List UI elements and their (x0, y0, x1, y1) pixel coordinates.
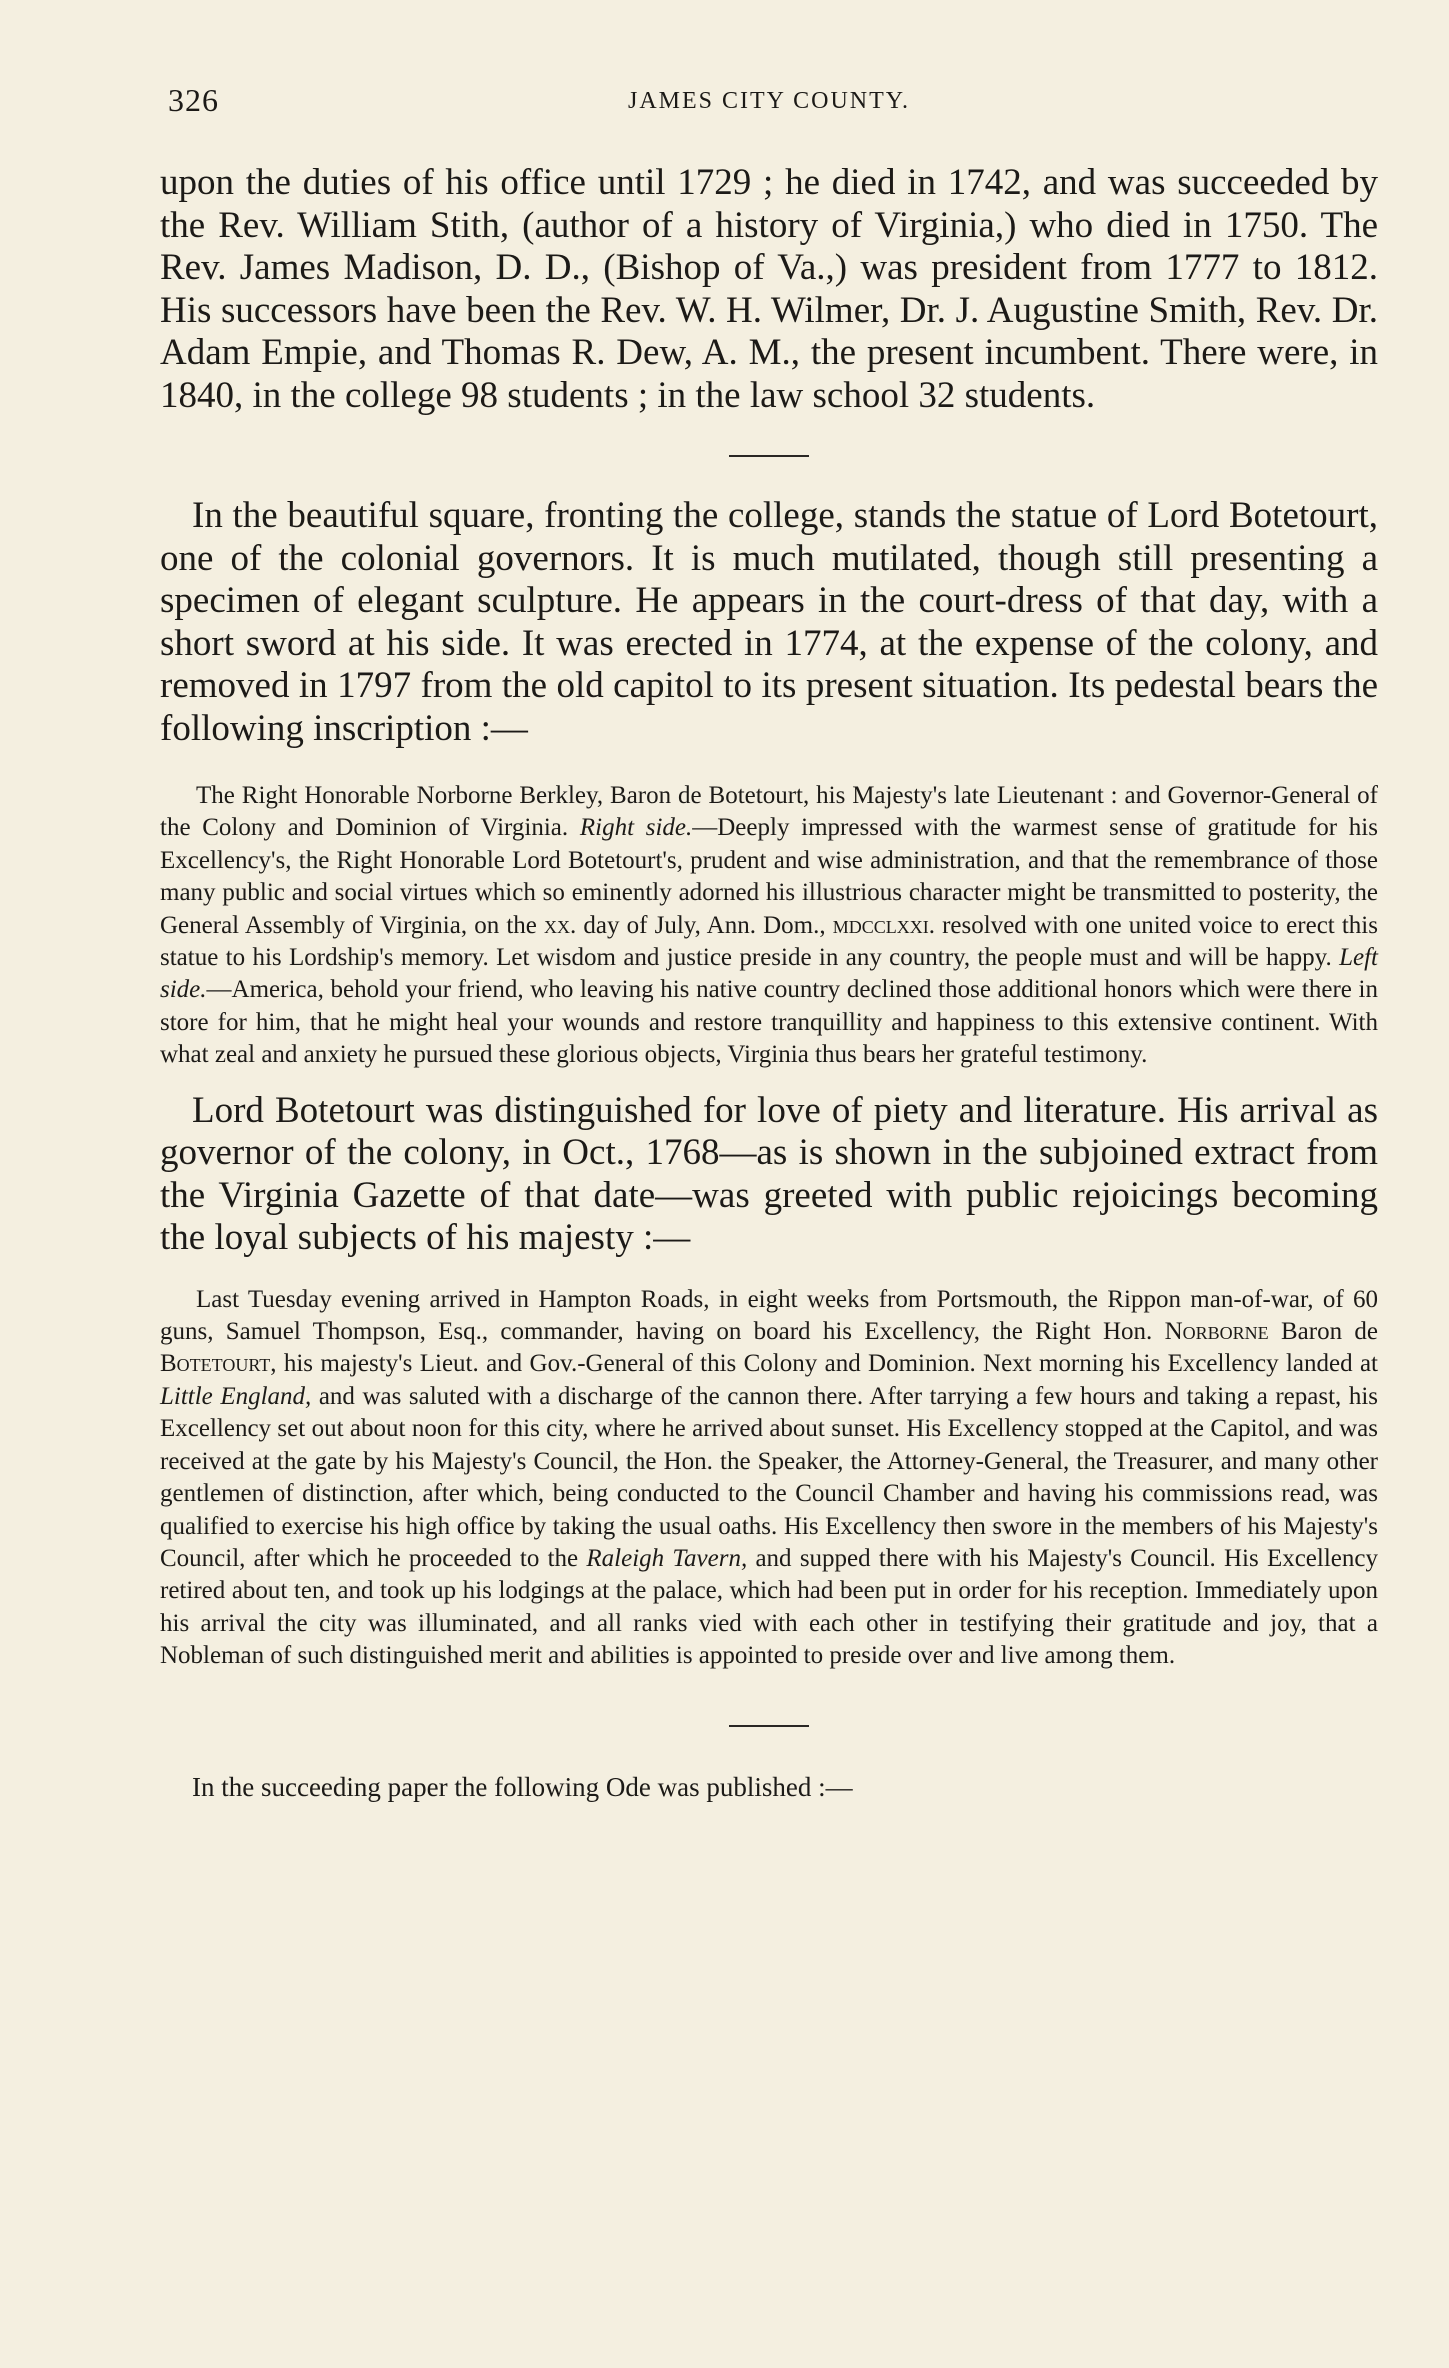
section-divider (729, 455, 809, 457)
inscription-right-side-label: Right side. (579, 814, 693, 842)
gazette-text-3: , his majesty's Lieut. and Gov.-General of this Colony and Dominion. Next morning his Excellency landed at (270, 1350, 1378, 1378)
running-title: JAMES CITY COUNTY. (627, 88, 911, 114)
inscription-day: xx. (544, 911, 577, 939)
inscription-right-side: —Deeply impressed with the warmest sense of gratitude for his Excellency's, the Right Honorable Lord Botetourt's, prudent and wise administration, and that the remembrance of those many public and social virtues which so eminently adorned his illustrious character might be transmitted to posterity, the General Assembly of Virginia, on the (160, 814, 1378, 939)
gazette-extract (160, 1284, 1378, 1673)
section-divider (729, 1725, 809, 1727)
paragraph-botetourt-statue: In the beautiful square, fronting the college, stands the statue of Lord Botetourt, one of the colonial governors. It is much mutilated, though still presenting a specimen of elegant sculpture. He appears in the court-dress of that day, with a short sword at his side. It was erected in 1774, at the expense of the colony, and removed in 1797 from the old capitol to its present situation. Its pedestal bears the following inscription :— (160, 495, 1378, 749)
gazette-text-5: and supped there with his Majesty's Council. His Excellency retired about ten, and took up his lodgings at the palace, which had been put in order for his reception. Immediately upon his arrival the city was illuminated, and all ranks vied with each other in testifying their gratitude and joy, that a Nobleman of such distinguished merit and abilities is appointed to preside over and live among them. (160, 1544, 1378, 1670)
pedestal-inscription (160, 780, 1378, 1072)
gazette-text-1: Last Tuesday evening arrived in Hampton Roads, in eight weeks from Portsmouth, the Rippon man-of-war, of 60 guns, Samuel Thompson, Esq., commander, having on board his Excellency, the Right Hon. (160, 1285, 1378, 1346)
inscription-left-side: —America, behold your friend, who leaving his native country declined those additional honors which were there in store for him, that he might heal your wounds and restore tranquillity and happiness to this extensive continent. With what zeal and anxiety he pursued these glorious objects, Virginia thus bears her grateful testimony. (160, 976, 1378, 1069)
inscription-date: day of July, Ann. Dom., (576, 911, 833, 939)
book-page (160, 82, 1378, 1805)
gazette-raleigh-tavern: Raleigh Tavern, (586, 1544, 748, 1572)
running-head (160, 82, 1378, 132)
inscription-year: mdcclxxi. (832, 911, 935, 939)
gazette-text-2: Baron de (1268, 1318, 1378, 1346)
inscription-resolution: resolved with one united voice to erect this statue to his Lordship's memory. Let wisdom and justice preside in any country, the people must and will be happy. (160, 911, 1378, 972)
closing-line: In the succeeding paper the following Ode was published :— (192, 1771, 853, 1802)
gazette-botetourt: Botetourt (160, 1350, 271, 1378)
page-number: 326 (168, 82, 219, 118)
inscription-front: The Right Honorable Norborne Berkley, Baron de Botetourt, his Majesty's late Lieutenant : and Governor-General of the Colony and Dominion of Virginia. (160, 782, 1378, 842)
paragraph-botetourt-arrival: Lord Botetourt was distinguished for love of piety and literature. His arrival as governor of the colony, in Oct., 1768—as is shown in the subjoined extract from the Virginia Gazette of that date—was greeted with public rejoicings becoming the loyal subjects of his majesty :— (160, 1089, 1378, 1259)
inscription-left-side-label: Left side. (160, 944, 1378, 1004)
paragraph-college-presidents: upon the duties of his office until 1729 ; he died in 1742, and was succeeded by the Rev. William Stith, (author of a history of Virginia,) who died in 1750. The Rev. James Madison, D. D., (Bishop of Va.,) was president from 1777 to 1812. His successors have been the Rev. W. H. Wilmer, Dr. J. Augustine Smith, Rev. Dr. Adam Empie, and Thomas R. Dew, A. M., the present incumbent. There were, in 1840, in the college 98 students ; in the law school 32 students. (160, 162, 1378, 416)
gazette-little-england: Little England, (160, 1382, 312, 1410)
gazette-norborne: Norborne (1164, 1318, 1269, 1346)
gazette-text-4: and was saluted with a discharge of the cannon there. After tarrying a few hours and taking a repast, his Excellency set out about noon for this city, where he arrived about sunset. His Excellency stopped at the Capitol, and was received at the gate by his Majesty's Council, the Hon. the Speaker, the Attorney-General, the Treasurer, and many other gentlemen of distinction, after which, being conducted to the Council Chamber and having his commissions read, was qualified to exercise his high office by taking the usual oaths. His Excellency then swore in the members of his Majesty's Council, after which he proceeded to the (160, 1382, 1378, 1572)
